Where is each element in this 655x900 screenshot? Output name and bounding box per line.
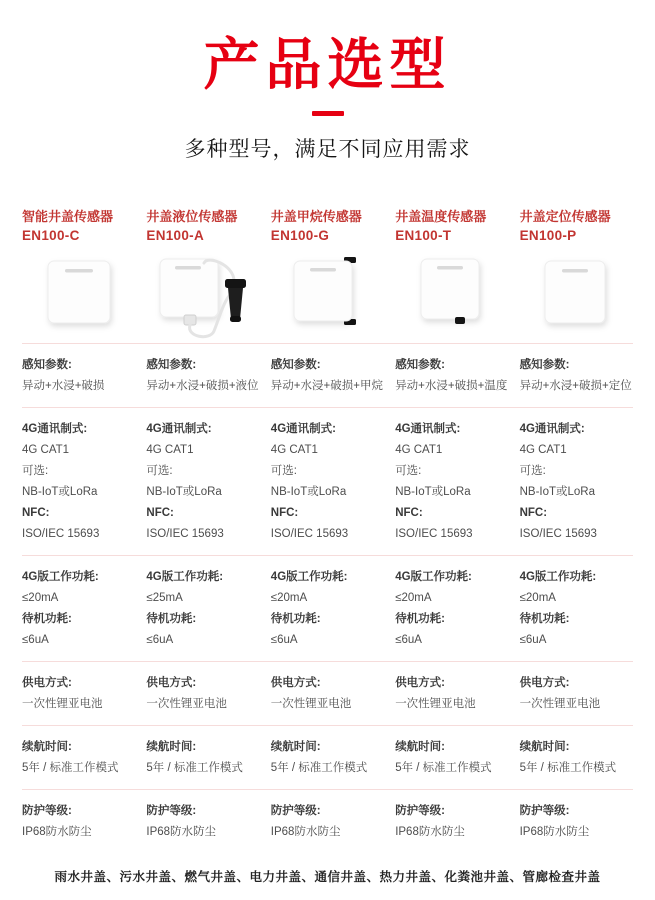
spec-cell <box>22 673 135 715</box>
spec-label-supply: 供电方式: <box>22 676 72 689</box>
spec-value-supply: 一次性锂亚电池 <box>395 697 476 710</box>
spec-label-battery: 续航时间: <box>519 740 570 753</box>
spec-label-power-4g: 4G版工作功耗: <box>22 570 99 583</box>
product-header <box>22 207 135 245</box>
spec-label-optional: 可选: <box>22 464 49 477</box>
spec-label-supply: 供电方式: <box>146 676 197 689</box>
spec-row-protection <box>22 789 633 851</box>
spec-row-battery <box>22 725 633 789</box>
spec-value-power-4g: ≤20mA <box>22 591 59 604</box>
spec-label-power-4g: 4G版工作功耗: <box>146 570 224 583</box>
product-header <box>146 207 259 245</box>
spec-label-standby: 待机功耗: <box>22 612 72 625</box>
spec-label-comm: 4G通讯制式: <box>146 422 212 435</box>
spec-cell <box>22 355 135 397</box>
spec-value-supply: 一次性锂亚电池 <box>22 697 103 710</box>
spec-value-comm: 4G CAT1 <box>22 443 70 456</box>
spec-value-protection: IP68防水防尘 <box>146 825 217 838</box>
spec-label-optional: 可选: <box>146 464 173 477</box>
spec-value-standby: ≤6uA <box>146 633 174 646</box>
product-model: EN100-C <box>22 227 80 243</box>
spec-label-sensing: 感知参数: <box>270 358 321 371</box>
spec-value-battery: 5年 / 标准工作模式 <box>22 761 119 774</box>
spec-label-supply: 供电方式: <box>270 676 321 689</box>
spec-value-comm: 4G CAT1 <box>519 443 567 456</box>
spec-label-nfc: NFC: <box>519 506 548 519</box>
spec-value-standby: ≤6uA <box>395 633 422 646</box>
spec-cell <box>520 801 633 843</box>
spec-cell <box>520 355 633 397</box>
spec-cell <box>395 355 508 397</box>
spec-cell <box>520 737 633 779</box>
spec-cell <box>520 567 633 651</box>
spec-value-battery: 5年 / 标准工作模式 <box>270 761 368 774</box>
product-name: 井盖甲烷传感器 <box>270 208 362 224</box>
spec-value-comm: 4G CAT1 <box>146 443 194 456</box>
spec-value-comm: 4G CAT1 <box>395 443 443 456</box>
spec-cell <box>271 567 384 651</box>
spec-label-comm: 4G通讯制式: <box>270 422 336 435</box>
spec-label-standby: 待机功耗: <box>395 612 446 625</box>
spec-label-sensing: 感知参数: <box>395 358 446 371</box>
spec-cell <box>271 673 384 715</box>
spec-value-nfc: ISO/IEC 15693 <box>270 527 349 540</box>
spec-cell <box>271 801 384 843</box>
spec-label-standby: 待机功耗: <box>146 612 197 625</box>
product-name: 智能井盖传感器 <box>22 208 114 224</box>
spec-value-power-4g: ≤20mA <box>395 591 432 604</box>
row-product-images <box>22 253 633 343</box>
spec-value-nfc: ISO/IEC 15693 <box>146 527 224 540</box>
spec-cell <box>395 567 508 651</box>
spec-value-sensing: 异动+水浸+破损+温度 <box>395 379 508 392</box>
spec-value-battery: 5年 / 标准工作模式 <box>519 761 617 774</box>
spec-cell <box>395 737 508 779</box>
spec-value-optional: NB-IoT或LoRa <box>519 485 596 498</box>
spec-value-sensing: 异动+水浸+破损+液位 <box>146 379 259 392</box>
row-product-names <box>22 207 633 245</box>
product-model: EN100-T <box>395 227 452 243</box>
product-header <box>395 207 508 245</box>
spec-label-supply: 供电方式: <box>395 676 446 689</box>
spec-cell <box>520 673 633 715</box>
spec-cell <box>395 419 508 545</box>
spec-label-sensing: 感知参数: <box>146 358 197 371</box>
product-name: 井盖定位传感器 <box>519 208 611 224</box>
product-model: EN100-G <box>270 227 330 243</box>
spec-value-power-4g: ≤20mA <box>270 591 308 604</box>
spec-cell <box>271 737 384 779</box>
product-image-en100-p <box>520 253 633 343</box>
spec-label-standby: 待机功耗: <box>519 612 570 625</box>
spec-label-optional: 可选: <box>395 464 422 477</box>
page-title: 产品选型 <box>203 33 452 96</box>
spec-cell <box>271 355 384 397</box>
product-model: EN100-A <box>146 227 205 243</box>
spec-label-nfc: NFC: <box>270 506 299 519</box>
spec-label-battery: 续航时间: <box>22 740 72 753</box>
spec-label-standby: 待机功耗: <box>270 612 321 625</box>
page-subtitle: 多种型号，满足不同应用需求 <box>184 137 471 161</box>
spec-value-nfc: ISO/IEC 15693 <box>519 527 597 540</box>
spec-label-power-4g: 4G版工作功耗: <box>519 570 597 583</box>
spec-value-nfc: ISO/IEC 15693 <box>22 527 100 540</box>
spec-label-protection: 防护等级: <box>22 804 72 817</box>
product-header <box>271 207 384 245</box>
spec-label-comm: 4G通讯制式: <box>519 422 585 435</box>
spec-label-sensing: 感知参数: <box>22 358 72 371</box>
product-image-en100-t <box>395 253 508 343</box>
product-image-en100-a <box>146 253 259 343</box>
product-model: EN100-P <box>519 227 577 243</box>
spec-label-power-4g: 4G版工作功耗: <box>270 570 348 583</box>
spec-label-nfc: NFC: <box>22 506 50 519</box>
spec-value-optional: NB-IoT或LoRa <box>395 485 471 498</box>
spec-value-supply: 一次性锂亚电池 <box>146 697 227 710</box>
spec-value-standby: ≤6uA <box>270 633 298 646</box>
spec-cell <box>146 737 259 779</box>
spec-cell <box>22 567 135 651</box>
spec-label-optional: 可选: <box>270 464 297 477</box>
spec-value-protection: IP68防水防尘 <box>519 825 590 838</box>
spec-value-power-4g: ≤20mA <box>519 591 556 604</box>
spec-row-power <box>22 555 633 661</box>
spec-value-optional: NB-IoT或LoRa <box>270 485 347 498</box>
spec-value-power-4g: ≤25mA <box>146 591 183 604</box>
spec-value-standby: ≤6uA <box>519 633 547 646</box>
spec-label-nfc: NFC: <box>395 506 423 519</box>
spec-value-battery: 5年 / 标准工作模式 <box>146 761 243 774</box>
spec-label-comm: 4G通讯制式: <box>22 422 88 435</box>
spec-cell <box>395 673 508 715</box>
spec-label-protection: 防护等级: <box>146 804 197 817</box>
spec-value-supply: 一次性锂亚电池 <box>270 697 352 710</box>
spec-cell <box>22 801 135 843</box>
spec-cell <box>146 355 259 397</box>
spec-cell <box>22 419 135 545</box>
spec-value-protection: IP68防水防尘 <box>270 825 341 838</box>
spec-cell <box>22 737 135 779</box>
spec-label-battery: 续航时间: <box>146 740 197 753</box>
comparison-table <box>0 207 655 851</box>
product-header <box>520 207 633 245</box>
spec-label-supply: 供电方式: <box>519 676 570 689</box>
spec-label-protection: 防护等级: <box>395 804 446 817</box>
title-underline-dash <box>312 111 344 116</box>
spec-value-optional: NB-IoT或LoRa <box>22 485 98 498</box>
spec-value-protection: IP68防水防尘 <box>22 825 92 838</box>
spec-cell <box>395 801 508 843</box>
spec-label-power-4g: 4G版工作功耗: <box>395 570 472 583</box>
spec-label-optional: 可选: <box>519 464 546 477</box>
product-image-en100-c <box>22 253 135 343</box>
spec-label-battery: 续航时间: <box>270 740 321 753</box>
spec-label-nfc: NFC: <box>146 506 174 519</box>
spec-value-sensing: 异动+水浸+破损+定位 <box>519 379 632 392</box>
spec-value-sensing: 异动+水浸+破损+甲烷 <box>270 379 383 392</box>
spec-label-sensing: 感知参数: <box>519 358 570 371</box>
spec-cell <box>271 419 384 545</box>
spec-cell <box>146 567 259 651</box>
spec-row-communication <box>22 407 633 555</box>
product-name: 井盖温度传感器 <box>395 208 487 224</box>
spec-value-protection: IP68防水防尘 <box>395 825 465 838</box>
spec-value-comm: 4G CAT1 <box>270 443 318 456</box>
spec-label-protection: 防护等级: <box>519 804 570 817</box>
spec-label-battery: 续航时间: <box>395 740 446 753</box>
spec-cell <box>520 419 633 545</box>
spec-value-supply: 一次性锂亚电池 <box>519 697 601 710</box>
spec-cell <box>146 801 259 843</box>
spec-value-standby: ≤6uA <box>22 633 49 646</box>
spec-cell <box>146 673 259 715</box>
spec-cell <box>146 419 259 545</box>
spec-value-sensing: 异动+水浸+破损 <box>22 379 105 392</box>
product-image-en100-g <box>271 253 384 343</box>
spec-value-nfc: ISO/IEC 15693 <box>395 527 473 540</box>
product-name: 井盖液位传感器 <box>146 208 238 224</box>
applications-list: 雨水井盖、污水井盖、燃气井盖、电力井盖、通信井盖、热力井盖、化粪池井盖、管廊检查井盖 <box>54 869 601 884</box>
spec-value-battery: 5年 / 标准工作模式 <box>395 761 492 774</box>
spec-label-protection: 防护等级: <box>270 804 321 817</box>
spec-value-optional: NB-IoT或LoRa <box>146 485 222 498</box>
spec-row-sensing <box>22 343 633 407</box>
spec-row-supply <box>22 661 633 725</box>
spec-label-comm: 4G通讯制式: <box>395 422 461 435</box>
